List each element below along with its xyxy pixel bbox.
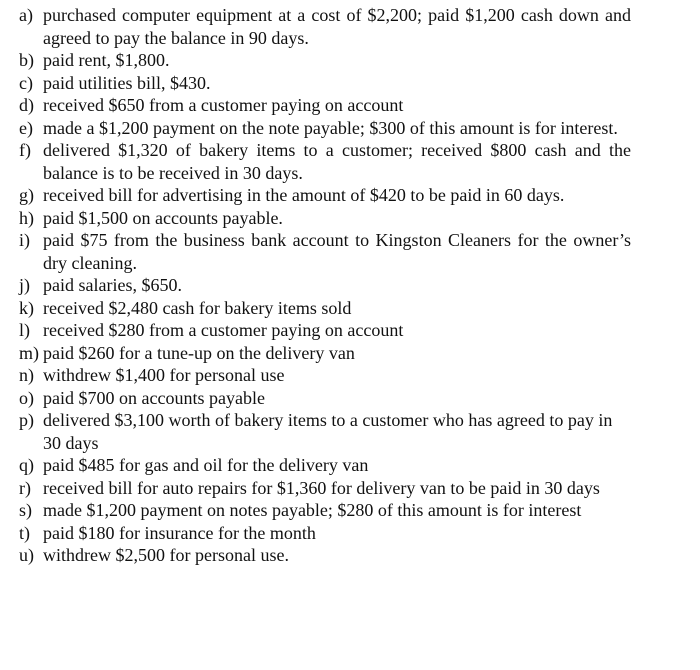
list-item-k — [19, 297, 631, 320]
item-marker: d) — [19, 95, 34, 115]
item-marker: b) — [19, 50, 34, 70]
item-marker: g) — [19, 185, 34, 205]
item-marker: m) — [19, 342, 39, 363]
item-marker: i) — [19, 230, 30, 250]
item-text: received $650 from a customer paying on account — [43, 95, 404, 115]
item-text: received $280 from a customer paying on account — [43, 320, 404, 340]
item-text: paid $485 for gas and oil for the delivery van — [43, 455, 369, 475]
item-text: purchased computer equipment at a cost of $2,200; paid $1,200 cash down and agreed to pay the balance in 90 days. — [43, 5, 631, 48]
list-item-a — [19, 4, 631, 49]
item-marker: r) — [19, 477, 31, 498]
list-item-m — [19, 342, 631, 365]
list-item-c — [19, 72, 631, 95]
item-text: paid $700 on accounts payable — [43, 387, 265, 408]
list-item-u — [19, 544, 631, 567]
item-text: received $2,480 cash for bakery items sold — [43, 297, 352, 318]
item-text: received bill for advertising in the amount of $420 to be paid in 60 days. — [43, 185, 565, 205]
item-text: paid $1,500 on accounts payable. — [43, 207, 283, 228]
item-marker: c) — [19, 72, 33, 93]
list-item-d — [19, 94, 631, 117]
item-text: paid utilities bill, $430. — [43, 72, 211, 93]
item-text: withdrew $2,500 for personal use. — [43, 545, 289, 565]
list-item-o — [19, 387, 631, 410]
item-marker: j) — [19, 275, 30, 295]
item-marker: l) — [19, 320, 30, 340]
list-item-n — [19, 364, 631, 387]
item-marker: k) — [19, 297, 34, 318]
list-item-t — [19, 522, 631, 545]
list-item-b — [19, 49, 631, 72]
item-text: paid salaries, $650. — [43, 275, 182, 295]
item-text: made a $1,200 payment on the note payable; $300 of this amount is for interest. — [43, 117, 618, 138]
item-text: withdrew $1,400 for personal use — [43, 365, 285, 385]
item-text: paid rent, $1,800. — [43, 50, 170, 70]
list-item-l — [19, 319, 631, 342]
item-marker: u) — [19, 545, 34, 565]
item-marker: f) — [19, 140, 31, 160]
list-item-f — [19, 139, 631, 184]
item-marker: a) — [19, 5, 33, 25]
item-marker: e) — [19, 117, 33, 138]
list-item-s — [19, 499, 631, 522]
list-item-h — [19, 207, 631, 230]
item-marker: o) — [19, 387, 34, 408]
list-item-i — [19, 229, 631, 274]
item-text: paid $260 for a tune-up on the delivery van — [43, 342, 355, 363]
list-item-g — [19, 184, 631, 207]
item-text: paid $180 for insurance for the month — [43, 522, 316, 543]
item-marker: n) — [19, 365, 34, 385]
list-item-p — [19, 409, 631, 454]
list-item-e — [19, 117, 631, 140]
item-marker: s) — [19, 500, 32, 520]
item-text: delivered $3,100 worth of bakery items to a customer who has agreed to pay in 30 days — [43, 410, 613, 453]
item-text: paid $75 from the business bank account to Kingston Cleaners for the owner’s dry cleaning. — [43, 230, 631, 273]
list-item-q — [19, 454, 631, 477]
item-marker: t) — [19, 522, 30, 543]
item-text: received bill for auto repairs for $1,360 for delivery van to be paid in 30 days — [43, 477, 600, 498]
item-text: delivered $1,320 of bakery items to a customer; received $800 cash and the balance is to be received in 30 days. — [43, 140, 631, 183]
item-marker: h) — [19, 207, 34, 228]
item-text: made $1,200 payment on notes payable; $280 of this amount is for interest — [43, 500, 582, 520]
item-marker: q) — [19, 455, 34, 475]
transaction-list — [19, 4, 631, 567]
list-item-r — [19, 477, 631, 500]
item-marker: p) — [19, 410, 34, 430]
list-item-j — [19, 274, 631, 297]
